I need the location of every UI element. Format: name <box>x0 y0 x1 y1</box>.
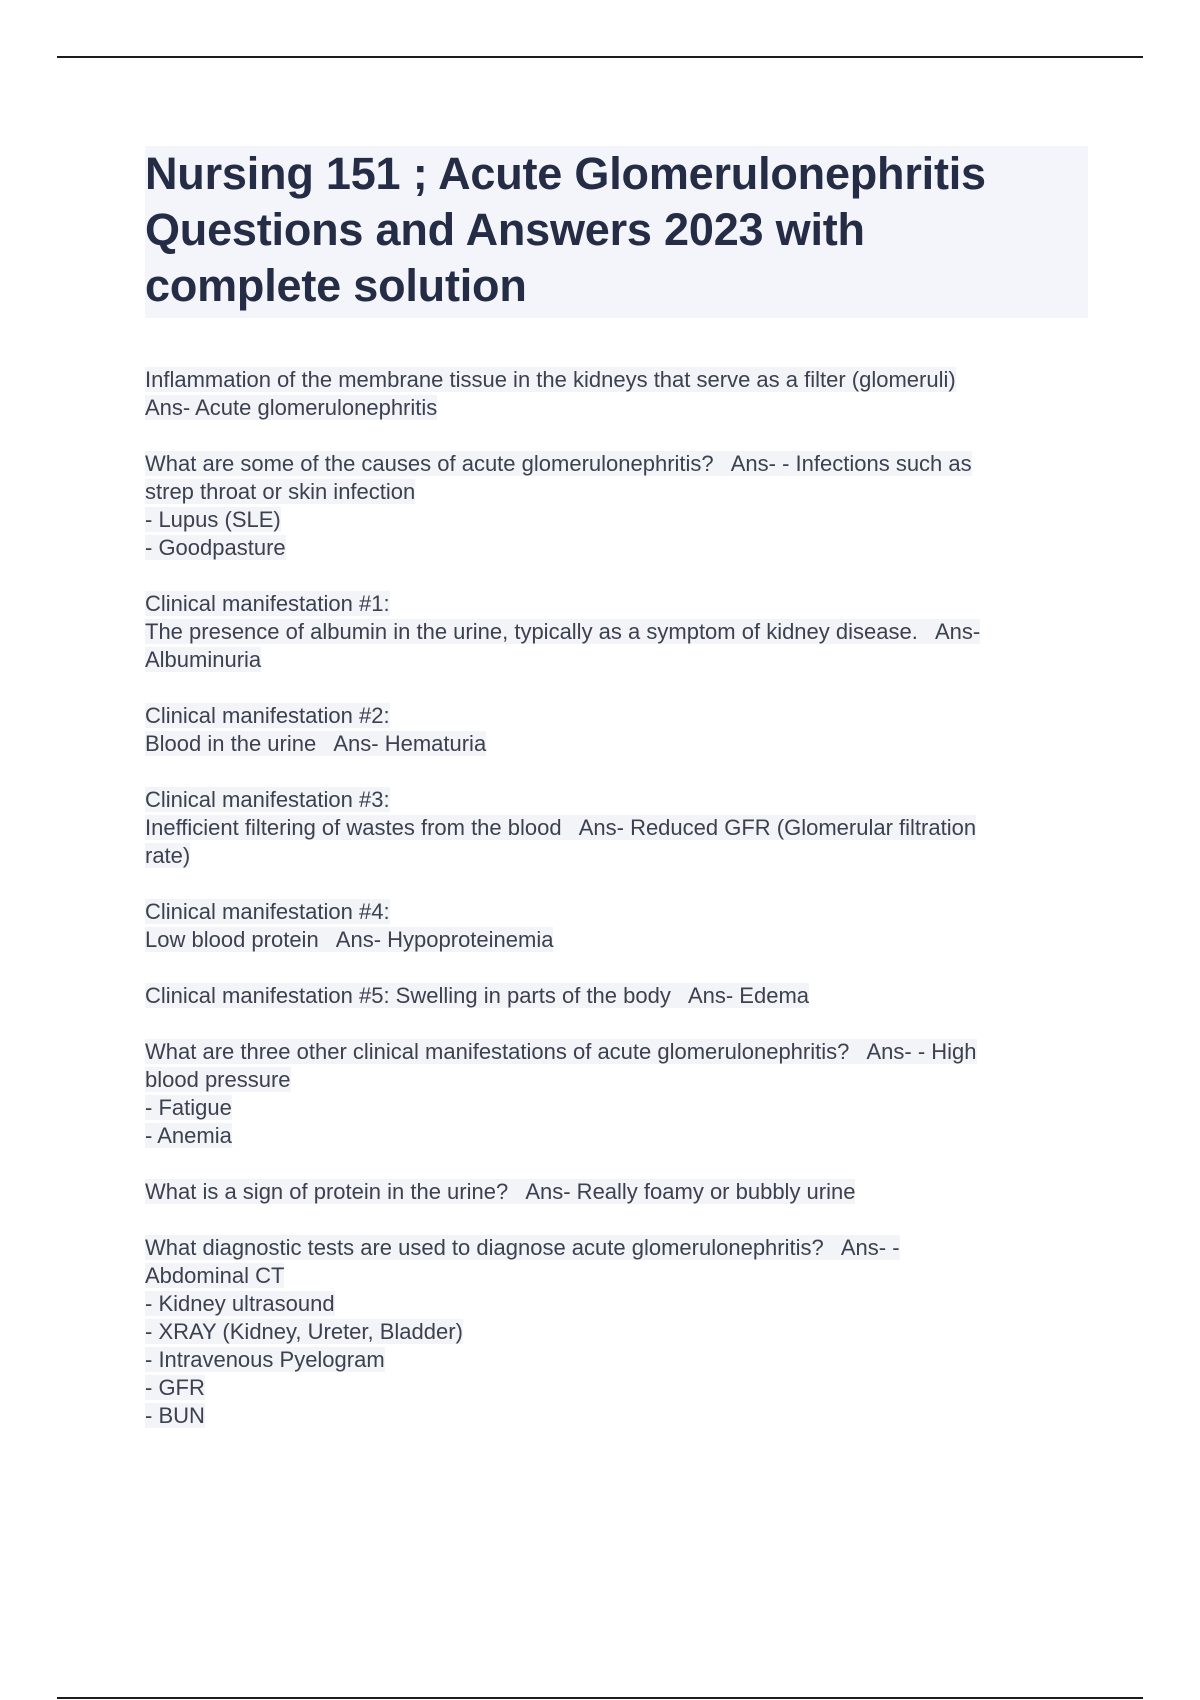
qa-line: - Intravenous Pyelogram <box>145 1347 385 1372</box>
qa-line: What are three other clinical manifestations of acute glomerulonephritis? Ans- - High <box>145 1039 977 1064</box>
qa-list <box>145 366 1085 1458</box>
document-title <box>145 146 1088 314</box>
qa-item <box>145 366 1085 422</box>
qa-line: What diagnostic tests are used to diagnose acute glomerulonephritis? Ans- - <box>145 1235 900 1260</box>
qa-line: - XRAY (Kidney, Ureter, Bladder) <box>145 1319 463 1344</box>
qa-item <box>145 982 1085 1010</box>
title-line: Questions and Answers 2023 with <box>145 204 865 255</box>
title-block <box>145 146 1088 318</box>
qa-line: rate) <box>145 843 191 868</box>
qa-line: blood pressure <box>145 1067 291 1092</box>
qa-item <box>145 786 1085 870</box>
title-line: complete solution <box>145 260 527 311</box>
qa-line: Clinical manifestation #5: Swelling in parts of the body Ans- Edema <box>145 983 810 1008</box>
qa-item <box>145 1234 1085 1430</box>
qa-line: - BUN <box>145 1403 205 1428</box>
qa-line: Low blood protein Ans- Hypoproteinemia <box>145 927 554 952</box>
qa-line: What are some of the causes of acute glomerulonephritis? Ans- - Infections such as <box>145 451 972 476</box>
qa-line: Inflammation of the membrane tissue in the kidneys that serve as a filter (glomeruli) <box>145 367 956 392</box>
qa-line: Ans- Acute glomerulonephritis <box>145 395 438 420</box>
qa-item <box>145 898 1085 954</box>
qa-line: Inefficient filtering of wastes from the blood Ans- Reduced GFR (Glomerular filtration <box>145 815 977 840</box>
qa-line: - Kidney ultrasound <box>145 1291 335 1316</box>
qa-line: - GFR <box>145 1375 205 1400</box>
qa-item <box>145 1038 1085 1150</box>
qa-line: Clinical manifestation #3: <box>145 787 390 812</box>
qa-line: Clinical manifestation #1: <box>145 591 390 616</box>
qa-line: - Lupus (SLE) <box>145 507 281 532</box>
top-rule <box>57 56 1143 58</box>
qa-line: Abdominal CT <box>145 1263 285 1288</box>
qa-line: - Fatigue <box>145 1095 232 1120</box>
qa-line: - Goodpasture <box>145 535 286 560</box>
qa-line: Clinical manifestation #2: <box>145 703 390 728</box>
qa-line: - Anemia <box>145 1123 232 1148</box>
qa-item <box>145 702 1085 758</box>
qa-line: What is a sign of protein in the urine? Ans- Really foamy or bubbly urine <box>145 1179 856 1204</box>
qa-line: Clinical manifestation #4: <box>145 899 390 924</box>
qa-item <box>145 1178 1085 1206</box>
qa-item <box>145 590 1085 674</box>
qa-line: The presence of albumin in the urine, typically as a symptom of kidney disease. Ans- <box>145 619 981 644</box>
bottom-rule <box>57 1697 1143 1699</box>
qa-line: Blood in the urine Ans- Hematuria <box>145 731 487 756</box>
title-line: Nursing 151 ; Acute Glomerulonephritis <box>145 148 986 199</box>
qa-line: strep throat or skin infection <box>145 479 416 504</box>
qa-item <box>145 450 1085 562</box>
qa-line: Albuminuria <box>145 647 262 672</box>
